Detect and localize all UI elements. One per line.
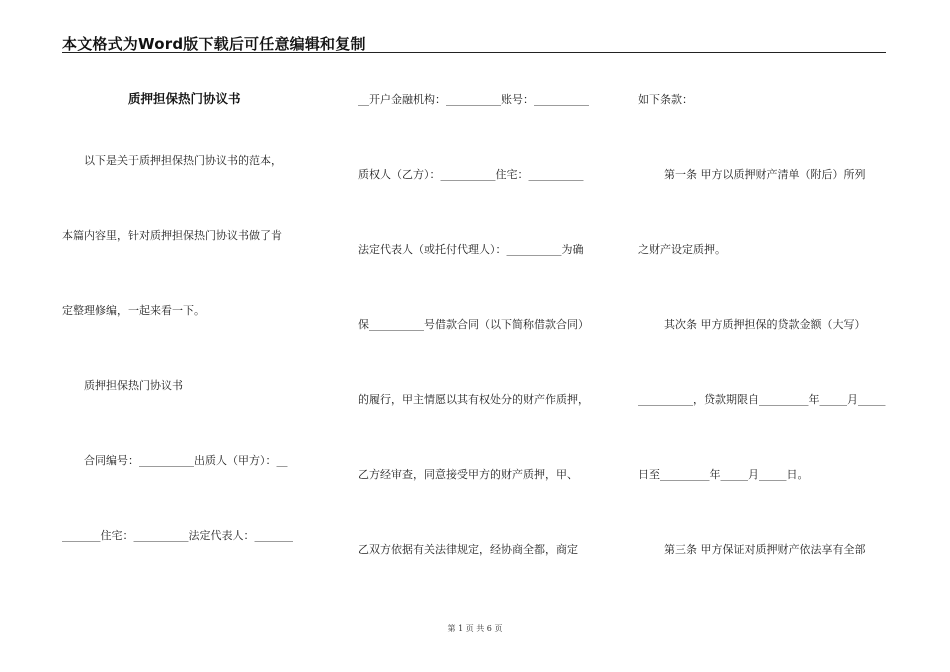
paragraph-line: _______住宅：__________法定代表人：_______ [62,529,293,542]
paragraph-line: 乙方经审查，同意接受甲方的财产质押，甲、 [358,468,578,481]
paragraph-line: 质权人（乙方）：__________住宅：__________ [358,168,584,181]
clause-line: 第三条 甲方保证对质押财产依法享有全部 [664,543,866,556]
paragraph-line: 日至_________年_____月_____日。 [638,468,809,481]
section-heading: 质押担保热门协议书 [84,379,183,392]
paragraph-line: 本篇内容里，针对质押担保热门协议书做了肯 [62,229,282,242]
clause-line: 其次条 甲方质押担保的贷款金额（大写） [664,318,866,331]
paragraph-line: 法定代表人（或托付代理人）：__________为确 [358,243,584,256]
document-header: 本文格式为Word版下载后可任意编辑和复制 [62,35,366,53]
paragraph-line: 保__________号借款合同（以下简称借款合同） [358,318,589,331]
paragraph-line: 定整理修编，一起来看一下。 [62,304,205,317]
paragraph-line: 合同编号：__________出质人（甲方）：__ [84,454,288,467]
document-title: 质押担保热门协议书 [128,91,241,106]
paragraph-line: 如下条款： [638,93,693,106]
header-divider [62,52,886,53]
paragraph-line: 乙双方依据有关法律规定，经协商全都，商定 [358,543,578,556]
paragraph-line: 之财产设定质押。 [638,243,726,256]
page-number: 第 1 页 共 6 页 [447,624,503,633]
paragraph-line: 的履行，甲主情愿以其有权处分的财产作质押， [358,393,589,406]
paragraph-line: 以下是关于质押担保热门协议书的范本， [84,154,282,167]
paragraph-line: __开户金融机构：__________账号：__________ [358,93,589,106]
paragraph-line: __________，贷款期限自_________年_____月_____ [638,393,886,406]
clause-line: 第一条 甲方以质押财产清单（附后）所列 [664,168,866,181]
